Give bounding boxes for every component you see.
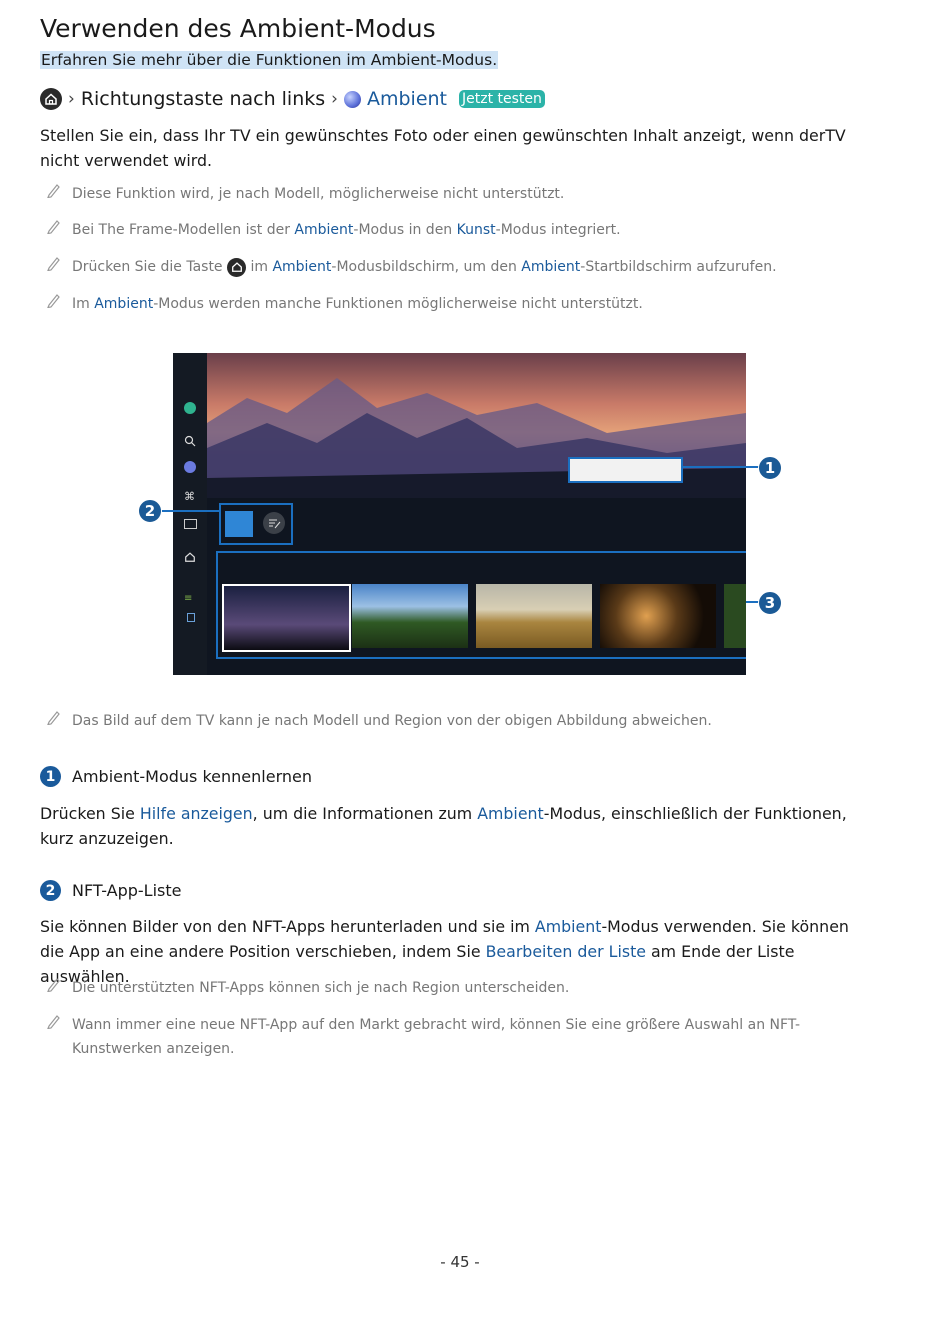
text: Sie können Bilder von den NFT-Apps herunterladen und sie im bbox=[40, 917, 535, 936]
thumbnail-tree[interactable] bbox=[600, 584, 716, 648]
small-icon bbox=[187, 613, 195, 622]
text: am Ende der Liste auswählen. bbox=[40, 942, 795, 986]
thumbnail-landscape[interactable] bbox=[352, 584, 468, 648]
navigation-path bbox=[40, 86, 545, 112]
note-text: Bei The Frame-Modellen ist der bbox=[72, 222, 295, 238]
note-text: Im bbox=[72, 296, 95, 312]
section-2-heading bbox=[40, 880, 181, 901]
intro-paragraph: Stellen Sie ein, dass Ihr TV ein gewünschtes Foto oder einen gewünschten Inhalt anzeigt, wenn derTV nicht verwendet wird. bbox=[40, 126, 846, 170]
thumbnail-lighthouse[interactable] bbox=[222, 584, 351, 652]
callout-1: 1 bbox=[758, 456, 782, 480]
note-text: im bbox=[246, 259, 273, 275]
ambient-link-text: Ambient bbox=[94, 296, 154, 312]
page-title: Verwenden des Ambient-Modus bbox=[40, 14, 436, 43]
home-button-icon bbox=[227, 258, 246, 277]
text: -Modus, einschließlich der Funktionen, kurz anzuzeigen. bbox=[40, 804, 847, 848]
section-1-text bbox=[40, 801, 870, 851]
ambient-icon bbox=[344, 91, 361, 108]
note-4 bbox=[46, 292, 846, 316]
ambient-link-text: Ambient bbox=[272, 259, 332, 275]
apps-icon: ⌘ bbox=[184, 490, 195, 503]
pencil-icon bbox=[46, 1013, 62, 1061]
note-text: -Startbildschirm aufzurufen. bbox=[580, 259, 777, 275]
note-text: Diese Funktion wird, je nach Modell, möglicherweise nicht unterstützt. bbox=[72, 186, 565, 202]
tv-sidebar bbox=[173, 353, 207, 675]
ambient-link-text: Ambient bbox=[294, 222, 354, 238]
search-icon bbox=[184, 432, 196, 444]
note-text: -Modus integriert. bbox=[495, 222, 621, 238]
ambient-link-text: Ambient bbox=[521, 259, 581, 275]
ambient-link-text: Ambient bbox=[477, 804, 544, 823]
note-3 bbox=[46, 255, 846, 279]
text: Drücken Sie bbox=[40, 804, 140, 823]
note-7 bbox=[46, 1013, 846, 1061]
section-number: 2 bbox=[40, 880, 61, 901]
pencil-icon bbox=[46, 218, 62, 242]
try-now-badge[interactable]: Jetzt testen bbox=[459, 90, 545, 108]
callout-line-2 bbox=[160, 510, 220, 512]
section-1-heading bbox=[40, 766, 312, 787]
view-help-button[interactable] bbox=[568, 457, 683, 483]
ambient-icon bbox=[184, 461, 196, 473]
kunst-link-text: Kunst bbox=[456, 222, 496, 238]
profile-icon bbox=[184, 402, 196, 414]
callout-2: 2 bbox=[138, 499, 162, 523]
menu-icon: ≡ bbox=[184, 593, 193, 604]
pencil-icon bbox=[46, 292, 62, 316]
content-category-list[interactable] bbox=[216, 551, 746, 659]
home-icon bbox=[184, 548, 196, 560]
text: -Modus verwenden. Sie können die App an eine andere Position verschieben, indem Sie bbox=[40, 917, 849, 961]
note-text: -Modus werden manche Funktionen möglicherweise nicht unterstützt. bbox=[153, 296, 643, 312]
edit-list-icon[interactable] bbox=[263, 512, 285, 534]
callout-line-1 bbox=[681, 466, 759, 468]
pencil-icon bbox=[46, 255, 62, 279]
section-number: 1 bbox=[40, 766, 61, 787]
section-title: NFT-App-Liste bbox=[72, 881, 182, 900]
path-step-ambient: Ambient bbox=[366, 88, 448, 110]
thumbnail-field[interactable] bbox=[476, 584, 592, 648]
callout-3: 3 bbox=[758, 591, 782, 615]
chevron-right-icon: › bbox=[331, 89, 338, 109]
note-5 bbox=[46, 709, 846, 733]
section-title: Ambient-Modus kennenlernen bbox=[72, 767, 312, 786]
note-text: Die unterstützten NFT-Apps können sich je nach Region unterscheiden. bbox=[72, 980, 570, 996]
note-text: -Modus in den bbox=[353, 222, 457, 238]
home-icon bbox=[40, 88, 62, 110]
note-text: Das Bild auf dem TV kann je nach Modell und Region von der obigen Abbildung abweichen. bbox=[72, 713, 712, 729]
media-icon bbox=[184, 519, 197, 529]
pencil-icon bbox=[46, 709, 62, 733]
pencil-icon bbox=[46, 182, 62, 206]
view-help-link-text: Hilfe anzeigen bbox=[139, 804, 253, 823]
ambient-link-text: Ambient bbox=[534, 917, 602, 936]
path-step-direction: Richtungstaste nach links bbox=[80, 88, 326, 110]
thumbnail-partial[interactable] bbox=[724, 584, 746, 648]
nft-app-list[interactable] bbox=[219, 503, 293, 545]
ambient-screen-illustration bbox=[173, 353, 746, 675]
pencil-icon bbox=[46, 976, 62, 1000]
page-number: - 45 - bbox=[440, 1253, 480, 1271]
text: , um die Informationen zum bbox=[252, 804, 478, 823]
note-2 bbox=[46, 218, 846, 242]
note-text: -Modusbildschirm, um den bbox=[331, 259, 522, 275]
note-text: Wann immer eine neue NFT-App auf den Markt gebracht wird, können Sie eine größere Auswahl an NFT-Kunstwerken anzeigen. bbox=[72, 1017, 801, 1057]
nft-app-tile[interactable] bbox=[225, 511, 253, 537]
page-subtitle: Erfahren Sie mehr über die Funktionen im Ambient-Modus. bbox=[41, 51, 498, 69]
note-1 bbox=[46, 182, 846, 206]
chevron-right-icon: › bbox=[68, 89, 75, 109]
note-6 bbox=[46, 976, 846, 1000]
edit-list-link-text: Bearbeiten der Liste bbox=[485, 942, 646, 961]
note-text: Drücken Sie die Taste bbox=[72, 259, 227, 275]
